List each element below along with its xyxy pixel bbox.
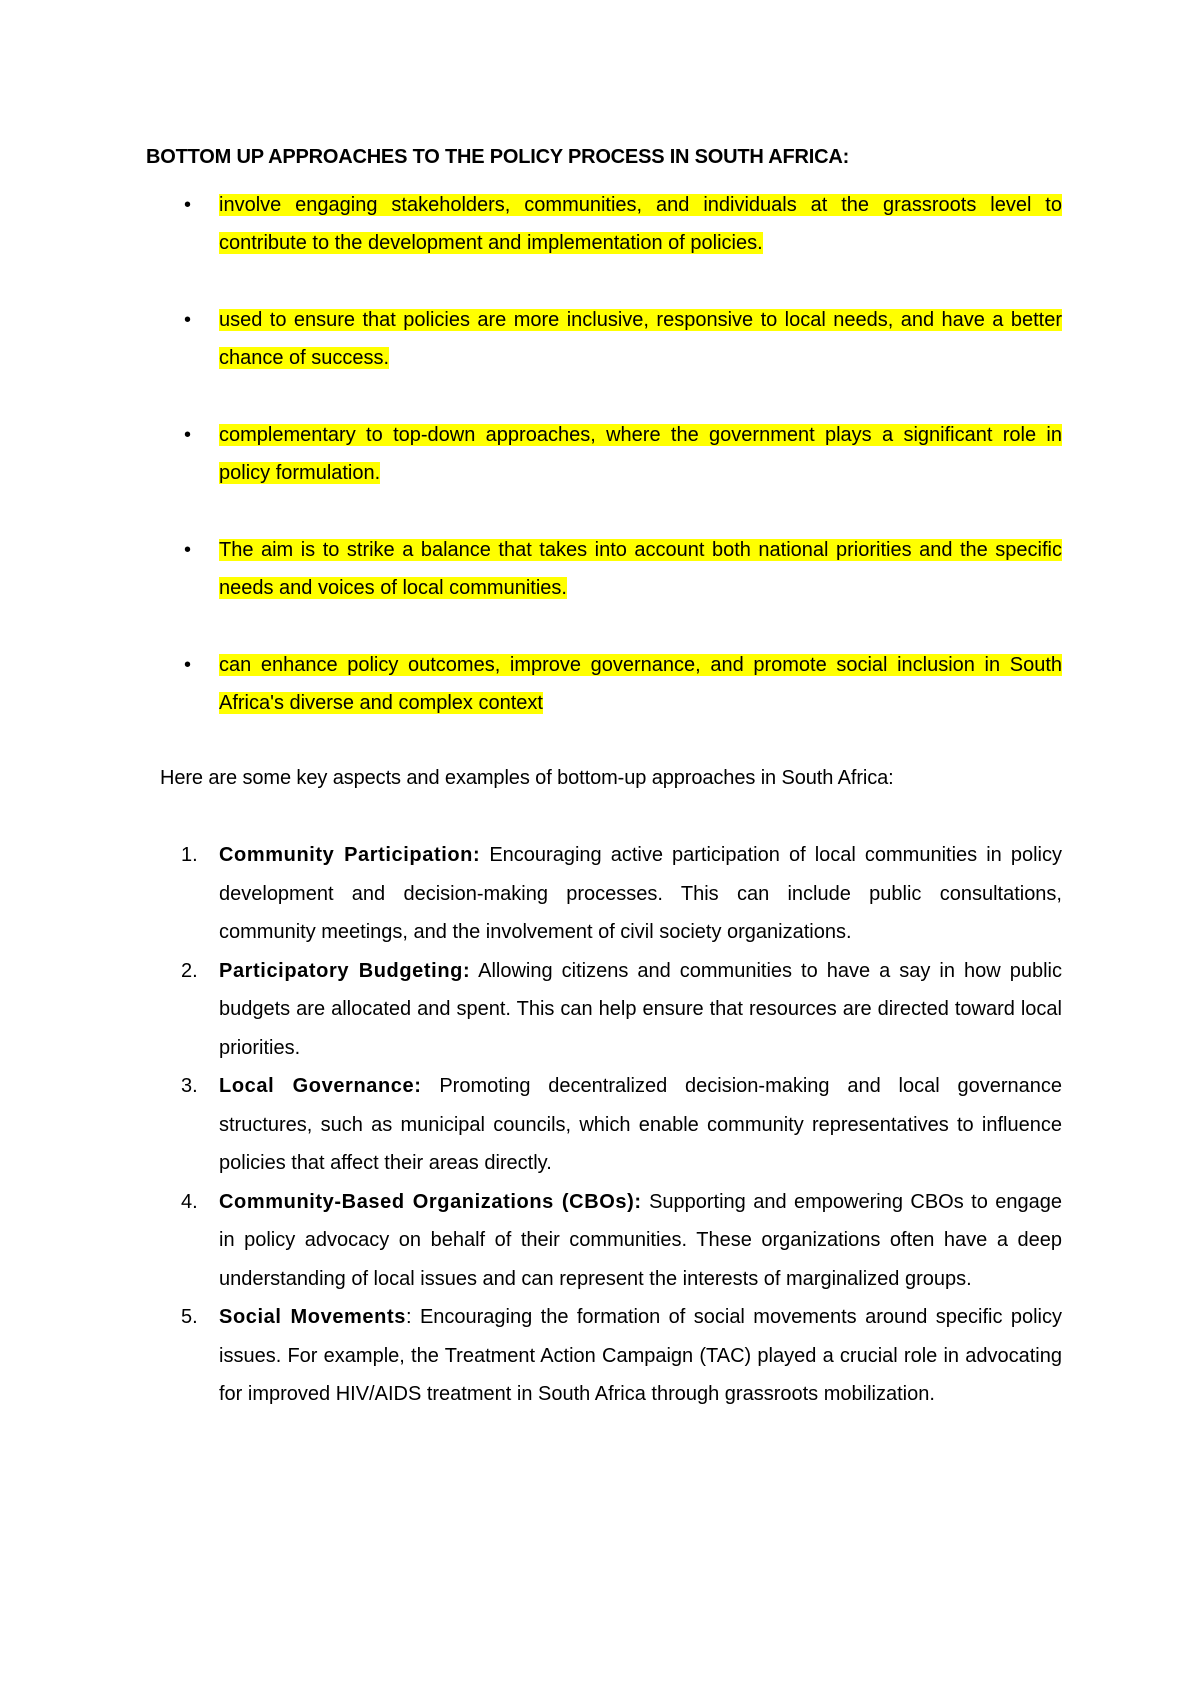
bullet-icon: • (184, 539, 192, 561)
numbered-list (146, 836, 1062, 1414)
list-number: 3. (181, 1075, 198, 1097)
list-number: 1. (181, 844, 198, 866)
bullet-icon: • (184, 654, 192, 676)
bullet-text: involve engaging stakeholders, communities, and individuals at the grassroots level to contribute to the development and implementation of policies. (219, 194, 1062, 254)
list-term: Community Participation: (219, 844, 481, 866)
list-text: Allowing citizens and communities to have a say in how public budgets are allocated and spent. This can help ensure that resources are directed toward local priorities. (219, 959, 1062, 1059)
bullet-icon: • (184, 424, 192, 446)
list-number: 5. (181, 1306, 198, 1328)
list-text: Encouraging active participation of local communities in policy development and decision-making processes. This can include public consultations, community meetings, and the involvement of civil society organizations. (219, 844, 1062, 943)
bullet-item (146, 301, 1062, 377)
list-text: Supporting and empowering CBOs to engage in policy advocacy on behalf of their communities. These organizations often have a deep understanding of local issues and can represent the interests of marginalized groups. (219, 1190, 1062, 1290)
list-item (146, 1067, 1062, 1183)
bullet-text: complementary to top-down approaches, where the government plays a significant role in policy formulation. (219, 424, 1062, 484)
list-term: Social Movements (219, 1306, 406, 1328)
list-item (146, 1183, 1062, 1299)
bullet-item (146, 416, 1062, 492)
intro-paragraph: Here are some key aspects and examples of bottom-up approaches in South Africa: (160, 767, 894, 789)
list-term: Community-Based Organizations (CBOs): (219, 1190, 642, 1213)
bullet-icon: • (184, 194, 192, 216)
bullet-text: used to ensure that policies are more inclusive, responsive to local needs, and have a better chance of success. (219, 309, 1062, 369)
document-heading: BOTTOM UP APPROACHES TO THE POLICY PROCESS IN SOUTH AFRICA: (146, 146, 850, 168)
bullet-text: The aim is to strike a balance that takes into account both national priorities and the specific needs and voices of local communities. (219, 539, 1062, 599)
list-term: Local Governance: (219, 1075, 422, 1097)
list-item (146, 952, 1062, 1068)
list-term: Participatory Budgeting: (219, 959, 471, 982)
list-item (146, 1298, 1062, 1414)
bullet-icon: • (184, 309, 192, 331)
bullet-item (146, 531, 1062, 607)
bullet-item (146, 186, 1062, 262)
list-text: : Encouraging the formation of social movements around specific policy issues. For example, the Treatment Action Campaign (TAC) played a crucial role in advocating for improved HIV/AIDS treatment in South Africa through grassroots mobilization. (219, 1306, 1062, 1405)
list-item (146, 836, 1062, 952)
bullet-text: can enhance policy outcomes, improve governance, and promote social inclusion in South Africa's diverse and complex context (219, 654, 1062, 714)
bullet-item (146, 646, 1062, 722)
list-text: Promoting decentralized decision-making and local governance structures, such as municipal councils, which enable community representatives to influence policies that affect their areas directly. (219, 1075, 1062, 1174)
list-number: 2. (181, 959, 198, 982)
list-number: 4. (181, 1190, 198, 1213)
highlighted-bullet-list (146, 186, 1062, 761)
